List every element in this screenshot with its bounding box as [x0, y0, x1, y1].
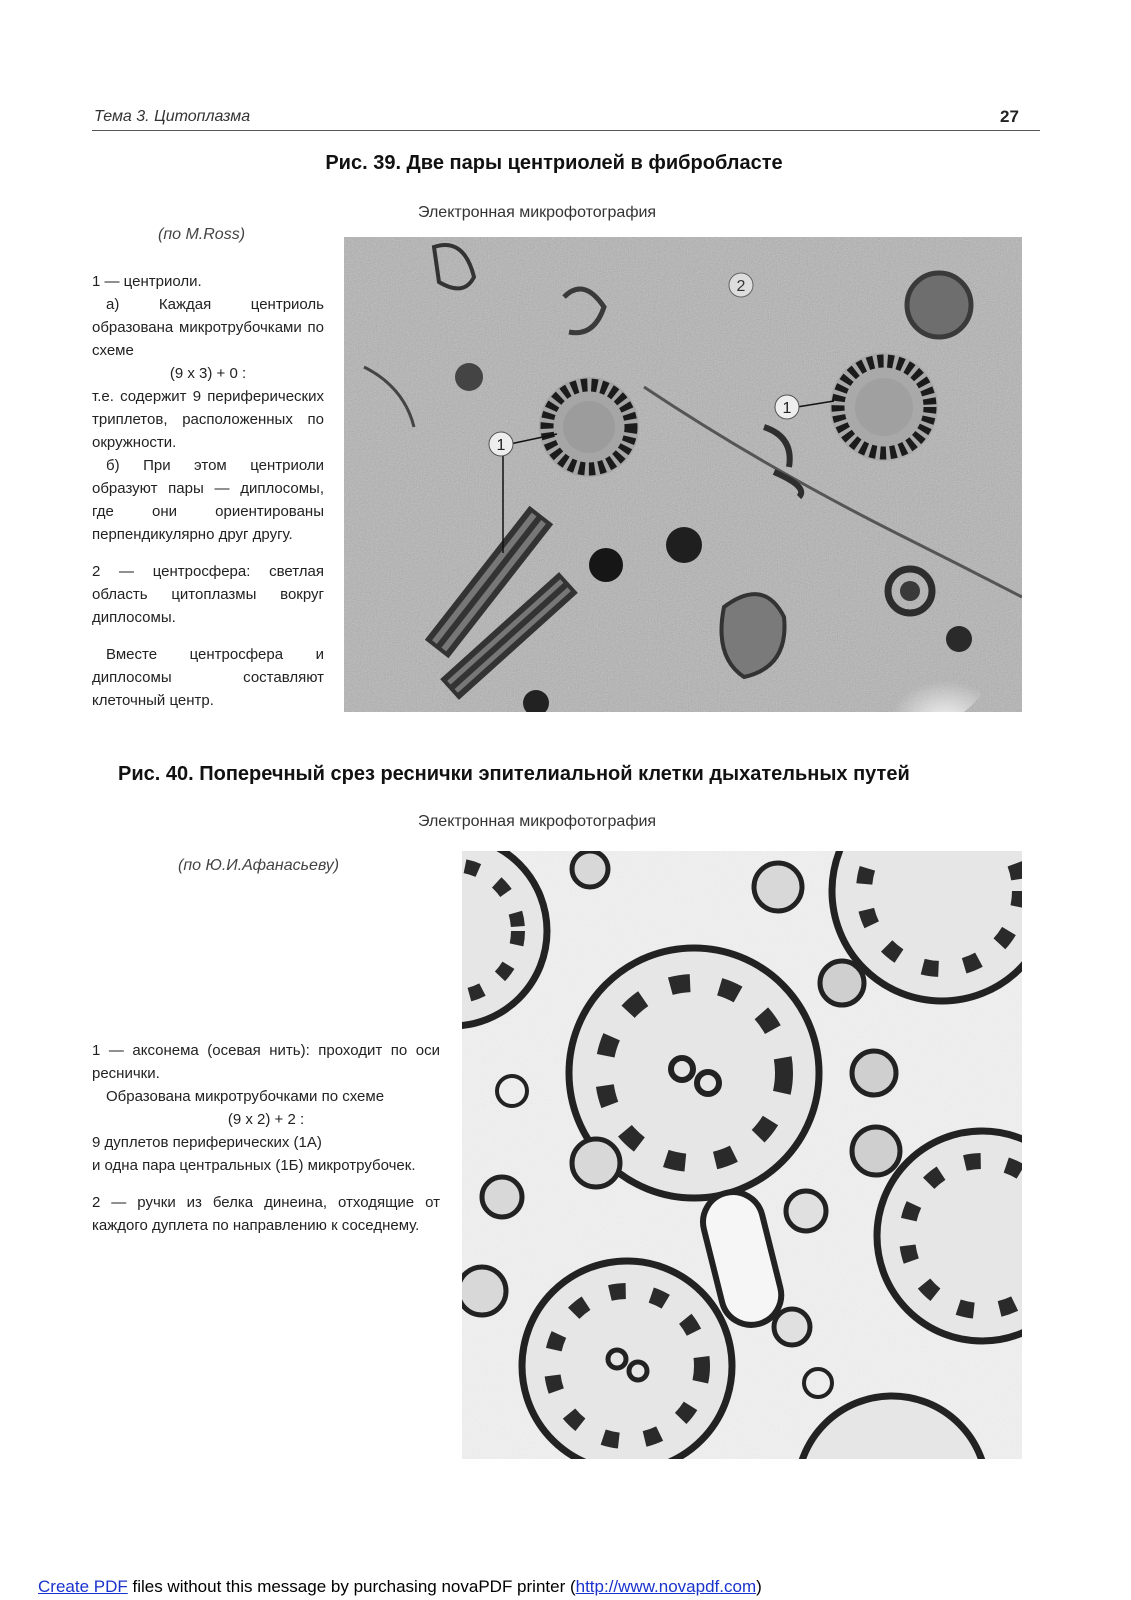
figure-40-caption [92, 1039, 440, 1237]
figure-39-caption [92, 270, 324, 712]
centriole-ring-right [830, 353, 938, 461]
caption-item: 2 — ручки из белка динеина, отходящие от каждого дуплета по направлению к соседнему. [92, 1194, 440, 1234]
cilium-cross-section-lower [522, 1261, 732, 1459]
caption-item: 9 дуплетов периферических (1А) [92, 1134, 322, 1151]
create-pdf-link[interactable]: Create PDF [38, 1577, 128, 1596]
figure-40-micrograph [462, 851, 1022, 1459]
marker-2 [729, 273, 753, 297]
marker-label: 1 [782, 400, 792, 417]
footer-notice [38, 1577, 762, 1597]
figure-39-subtitle: Электронная микрофотография [418, 204, 657, 221]
figure-39-credit: (по M.Ross) [158, 226, 246, 243]
figure-39-micrograph [344, 237, 1022, 712]
caption-formula: (9 x 3) + 0 : [169, 365, 247, 382]
marker-label: 2 [736, 278, 746, 295]
header-divider [92, 130, 1040, 131]
figure-40-credit: (по Ю.И.Афанасьеву) [178, 857, 340, 874]
caption-formula: (9 x 2) + 2 : [227, 1111, 305, 1128]
running-head: Тема 3. Цитоплазма [94, 108, 251, 125]
page-number: 27 [1000, 107, 1019, 126]
footer-text: files without this message by purchasing novaPDF printer ( [127, 1577, 576, 1596]
figure-39-title: Рис. 39. Две пары центриолей в фибробласте [325, 152, 783, 174]
caption-item: т.е. содержит 9 периферических триплетов, расположенных по окружности. [92, 388, 324, 451]
marker-label: 1 [496, 437, 506, 454]
figure-40-title: Рис. 40. Поперечный срез реснички эпителиальной клетки дыхательных путей [118, 763, 910, 785]
caption-item: а) Каждая центриоль образована микротрубочками по схеме [92, 296, 324, 359]
caption-item: и одна пара центральных (1Б) микротрубочек. [92, 1157, 416, 1174]
caption-item: 1 — аксонема (осевая нить): проходит по оси реснички. [92, 1042, 440, 1082]
novapdf-link[interactable]: http://www.novapdf.com [575, 1577, 757, 1596]
caption-item: б) При этом центриоли образуют пары — диплосомы, где они ориентированы перпендикулярно друг другу. [92, 457, 324, 543]
marker-1-right [775, 395, 799, 419]
caption-item: Образована микротрубочками по схеме [106, 1088, 385, 1105]
caption-item: 2 — центросфера: светлая область цитоплазмы вокруг диплосомы. [92, 563, 324, 626]
caption-item: 1 — центриоли. [92, 273, 202, 290]
marker-1-left [489, 432, 513, 456]
footer-text-end: ) [756, 1577, 762, 1596]
caption-item: Вместе центросфера и диплосомы составляют клеточный центр. [92, 646, 324, 709]
centriole-ring-left [539, 377, 639, 477]
figure-40-subtitle: Электронная микрофотография [418, 813, 657, 830]
